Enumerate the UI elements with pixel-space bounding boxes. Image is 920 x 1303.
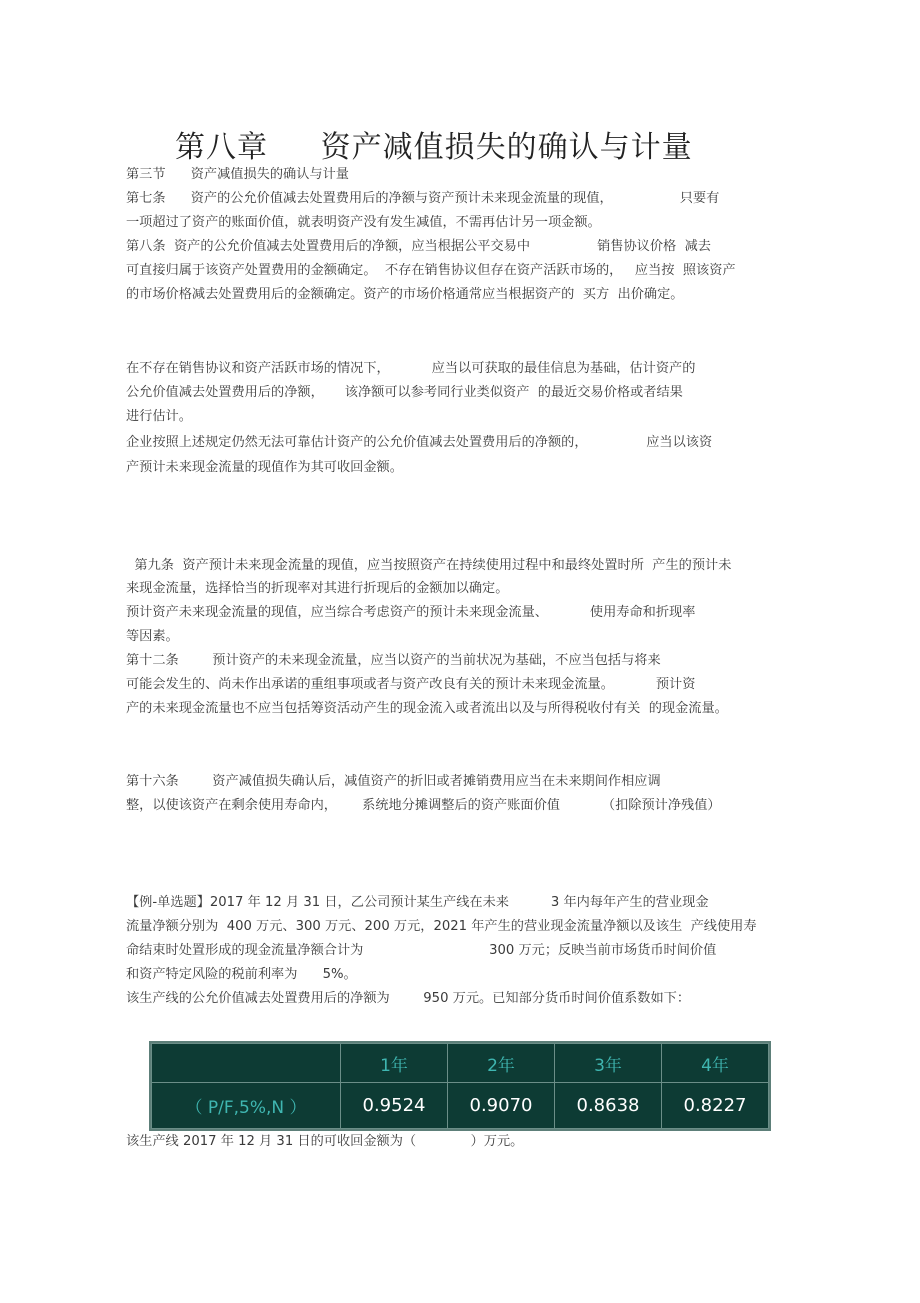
text-line: 产预计未来现金流量的现值作为其可收回金额。 [126, 460, 403, 475]
text-line: 流量净额分别为 400 万元、300 万元、200 万元，2021 年产生的营业现金流量净额以及该生 产线使用寿 [126, 919, 757, 934]
text-line: 命结束时处置形成的现金流量净额合计为 300 万元；反映当前市场货币时间价值 [126, 943, 717, 958]
text-line: 产的未来现金流量也不应当包括筹资活动产生的现金流入或者流出以及与所得税收付有关 的现金流量。 [126, 701, 728, 716]
text-line: 在不存在销售协议和资产活跃市场的情况下， 应当以可获取的最佳信息为基础，估计资产的 [126, 361, 696, 376]
table-cell: 0.9070 [448, 1083, 555, 1129]
table-header-cell: 1年 [341, 1044, 448, 1083]
text-line: 第九条 资产预计未来现金流量的现值，应当按照资产在持续使用过程中和最终处置时所 产生的预计未 [126, 558, 732, 573]
table-cell: 0.9524 [341, 1083, 448, 1129]
table-cell: 0.8227 [662, 1083, 769, 1129]
chapter-title: 第八章 资产减值损失的确认与计量 [175, 130, 693, 165]
table-header-cell: 4年 [662, 1044, 769, 1083]
text-line: 第七条 资产的公允价值减去处置费用后的净额与资产预计未来现金流量的现值， 只要有 [126, 191, 720, 206]
table-header-row [152, 1044, 769, 1083]
text-line: 公允价值减去处置费用后的净额， 该净额可以参考同行业类似资产 的最近交易价格或者结果 [126, 385, 683, 400]
text-line: 第三节 资产减值损失的确认与计量 [126, 167, 349, 182]
text-line: 进行估计。 [126, 409, 192, 424]
text-line: 一项超过了资产的账面价值，就表明资产没有发生减值，不需再估计另一项金额。 [126, 215, 601, 230]
text-line: 该生产线的公允价值减去处置费用后的净额为 950 万元。已知部分货币时间价值系数如下： [126, 991, 691, 1006]
table-header-cell: 3年 [555, 1044, 662, 1083]
text-line: 可直接归属于该资产处置费用的金额确定。 不存在销售协议但存在资产活跃市场的， 应当按 照该资产 [126, 263, 736, 278]
text-line: 等因素。 [126, 629, 179, 644]
text-line: 第十二条 预计资产的未来现金流量，应当以资产的当前状况为基础，不应当包括与将来 [126, 653, 661, 668]
text-line: 和资产特定风险的税前利率为 5%。 [126, 967, 357, 982]
table-row [152, 1083, 769, 1129]
table-header-cell [152, 1044, 341, 1083]
question-line: 该生产线 2017 年 12 月 31 日的可收回金额为（ ）万元。 [126, 1134, 524, 1149]
text-line: 第十六条 资产减值损失确认后，减值资产的折旧或者摊销费用应当在未来期间作相应调 [126, 774, 661, 789]
text-line: 可能会发生的、尚未作出承诺的重组事项或者与资产改良有关的预计未来现金流量。 预计资 [126, 677, 696, 692]
table-row-label: （ P/F,5%,N ） [152, 1083, 341, 1129]
text-line: 整，以使该资产在剩余使用寿命内， 系统地分摊调整后的资产账面价值 （扣除预计净残值） [126, 798, 721, 813]
table-cell: 0.8638 [555, 1083, 662, 1129]
text-line: 预计资产未来现金流量的现值，应当综合考虑资产的预计未来现金流量、 使用寿命和折现率 [126, 605, 696, 620]
text-line: 的市场价格减去处置费用后的金额确定。资产的市场价格通常应当根据资产的 买方 出价确定。 [126, 287, 684, 302]
discount-factor-table [149, 1041, 771, 1131]
table-header-cell: 2年 [448, 1044, 555, 1083]
text-line: 【例-单选题】2017 年 12 月 31 日，乙公司预计某生产线在未来 3 年内每年产生的营业现金 [126, 895, 709, 910]
text-line: 第八条 资产的公允价值减去处置费用后的净额，应当根据公平交易中 销售协议价格 减去 [126, 239, 711, 254]
text-line: 企业按照上述规定仍然无法可靠估计资产的公允价值减去处置费用后的净额的， 应当以该资 [126, 435, 713, 450]
text-line: 来现金流量，选择恰当的折现率对其进行折现后的金额加以确定。 [126, 581, 509, 596]
